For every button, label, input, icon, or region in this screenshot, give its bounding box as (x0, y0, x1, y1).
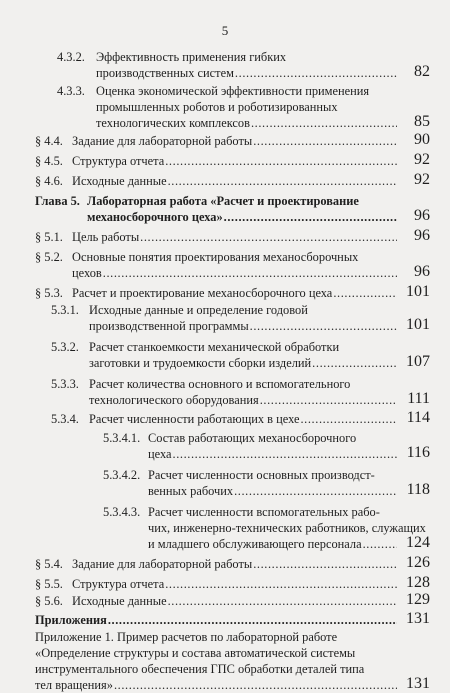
toc-entry-page: 118 (406, 481, 430, 498)
toc-entry-number: 5.3.4.3. (103, 505, 141, 519)
dot-leader (168, 593, 397, 609)
toc-entry-number: 5.3.3. (51, 377, 79, 391)
toc-entry (0, 504, 450, 552)
toc-entry-title-line: Структура отчета (72, 577, 165, 591)
toc-entry-title-line: и младшего обслуживающего персонала (148, 537, 362, 551)
toc-entry-title-line: Состав работающих механосборочного (148, 431, 357, 445)
dot-leader (250, 318, 397, 334)
toc-entry-title-line: Лабораторная работа «Расчет и проектирование (87, 194, 359, 208)
toc-entry-title-line: механосборочного цеха» (87, 210, 223, 224)
toc-entry-title-line: Приложение 1. Пример расчетов по лабораторной работе (35, 630, 338, 644)
toc-entry-number: § 4.5. (35, 154, 63, 168)
dot-leader (224, 209, 397, 225)
toc-entry-title-line: Цель работы (72, 230, 140, 244)
toc-entry-page: 116 (406, 444, 430, 461)
toc-entry-title-line: инструментального обеспечения ГПС обработки деталей типа (35, 662, 365, 676)
dot-leader (173, 446, 398, 462)
toc-entry-number: § 5.6. (35, 594, 63, 608)
toc-entry (0, 153, 450, 169)
toc-entry (0, 430, 450, 462)
dot-leader (363, 536, 397, 552)
toc-entry-title-line: цеха (148, 447, 172, 461)
toc-entry (0, 229, 450, 245)
toc-entry (0, 376, 450, 408)
toc-entry-title-line: тел вращения» (35, 678, 113, 692)
toc-entry (0, 193, 450, 225)
toc-entry-page: 92 (414, 171, 430, 188)
dot-leader (168, 173, 397, 189)
dot-leader (165, 153, 397, 169)
toc-entry-title-line: Задание для лабораторной работы (72, 557, 253, 571)
toc-entry-number: 5.3.4.1. (103, 431, 141, 445)
toc-entry (0, 629, 450, 693)
toc-entry-title-line: Исходные данные (72, 174, 167, 188)
toc-entry-title-line: заготовки и трудоемкости сборки изделий (89, 356, 312, 370)
toc-entry (0, 133, 450, 149)
toc-entry-number: § 5.5. (35, 577, 63, 591)
toc-entry-number: § 5.1. (35, 230, 63, 244)
toc-entry (0, 249, 450, 281)
toc-entry (0, 302, 450, 334)
toc-entry-number: § 5.2. (35, 250, 63, 264)
dot-leader (260, 392, 397, 408)
toc-entry-number: 5.3.2. (51, 340, 79, 354)
toc-entry-number: 5.3.4. (51, 412, 79, 426)
dot-leader (235, 65, 397, 81)
toc-entry-page: 129 (406, 591, 430, 608)
dot-leader (108, 612, 397, 628)
toc-entry-title-line: технологических комплексов (96, 116, 250, 130)
toc-entry-title-line: Расчет станкоемкости механической обработки (89, 340, 340, 354)
dot-leader (140, 229, 397, 245)
toc-entry-page: 82 (414, 63, 430, 80)
toc-entry-number: § 4.4. (35, 134, 63, 148)
toc-entry-page: 126 (406, 554, 430, 571)
toc-entry-page: 96 (414, 227, 430, 244)
toc-entry-page: 131 (406, 675, 430, 692)
toc-entry-title-line: Исходные данные и определение годовой (89, 303, 308, 317)
toc-entry-number: 4.3.3. (57, 84, 85, 98)
toc-entry-title-line: венных рабочих (148, 484, 234, 498)
toc-entry-page: 85 (414, 113, 430, 130)
toc-entry-page: 90 (414, 131, 430, 148)
toc-entry-title-line: «Определение структуры и состава автоматической системы (35, 646, 356, 660)
toc-entry-title-line: Расчет численности работающих в цехе (89, 412, 300, 426)
dot-leader (253, 556, 397, 572)
toc-entry (0, 173, 450, 189)
toc-entry-page: 111 (407, 390, 430, 407)
toc-entry-number: 5.3.1. (51, 303, 79, 317)
toc-entry (0, 83, 450, 131)
toc-entry-page: 131 (406, 610, 430, 627)
toc-entry-number: 4.3.2. (57, 50, 85, 64)
toc-entry-page: 92 (414, 151, 430, 168)
dot-leader (251, 115, 397, 131)
toc-entry-title-line: Задание для лабораторной работы (72, 134, 253, 148)
toc-entry (0, 339, 450, 371)
toc-entry-title-line: Расчет численности основных производст- (148, 468, 375, 482)
toc-entry-title-line: чих, инженерно-технических работников, служащих (148, 521, 426, 535)
toc-entry (0, 556, 450, 572)
toc-entry-page: 96 (414, 207, 430, 224)
toc-entry-title-line: Расчет и проектирование механосборочного цеха (72, 286, 333, 300)
dot-leader (312, 355, 397, 371)
toc-entry-number: 5.3.4.2. (103, 468, 141, 482)
toc-entry-title-line: Структура отчета (72, 154, 165, 168)
toc-entry-number: § 5.3. (35, 286, 63, 300)
toc-entry-title-line: технологического оборудования (89, 393, 259, 407)
toc-entry-title-line: цехов (72, 266, 102, 280)
toc-entry-page: 101 (406, 316, 430, 333)
toc-entry-title-line: Эффективность применения гибких (96, 50, 287, 64)
toc-entry-number: Глава 5. (35, 194, 80, 208)
toc-entry-title-line: промышленных роботов и роботизированных (96, 100, 338, 114)
toc-entry-page: 96 (414, 263, 430, 280)
toc-entry-title-line: Приложения (35, 613, 107, 627)
toc-entry (0, 411, 450, 427)
toc-entry (0, 467, 450, 499)
toc-entry (0, 285, 450, 301)
toc-entry (0, 593, 450, 609)
toc-entry-title-line: Исходные данные (72, 594, 167, 608)
page-number: 5 (221, 23, 229, 38)
toc-entry-title-line: производственной программы (89, 319, 249, 333)
toc-entry-page: 114 (406, 409, 430, 426)
table-of-contents (0, 49, 450, 693)
toc-entry-title-line: производственных систем (96, 66, 234, 80)
dot-leader (253, 133, 397, 149)
dot-leader (234, 483, 397, 499)
toc-entry (0, 49, 450, 81)
dot-leader (300, 411, 397, 427)
dot-leader (103, 265, 397, 281)
toc-entry-page: 107 (406, 353, 430, 370)
dot-leader (165, 576, 397, 592)
toc-entry-title-line: Основные понятия проектирования механосборочных (72, 250, 359, 264)
dot-leader (333, 285, 397, 301)
toc-entry-number: § 4.6. (35, 174, 63, 188)
toc-entry-number: § 5.4. (35, 557, 63, 571)
toc-entry (0, 612, 450, 628)
toc-entry-page: 101 (406, 283, 430, 300)
toc-entry (0, 576, 450, 592)
dot-leader (114, 677, 397, 693)
toc-entry-page: 124 (406, 534, 430, 551)
toc-entry-title-line: Расчет количества основного и вспомогательного (89, 377, 351, 391)
toc-entry-page: 128 (406, 574, 430, 591)
toc-entry-title-line: Расчет численности вспомогательных рабо- (148, 505, 380, 519)
toc-entry-title-line: Оценка экономической эффективности применения (96, 84, 370, 98)
